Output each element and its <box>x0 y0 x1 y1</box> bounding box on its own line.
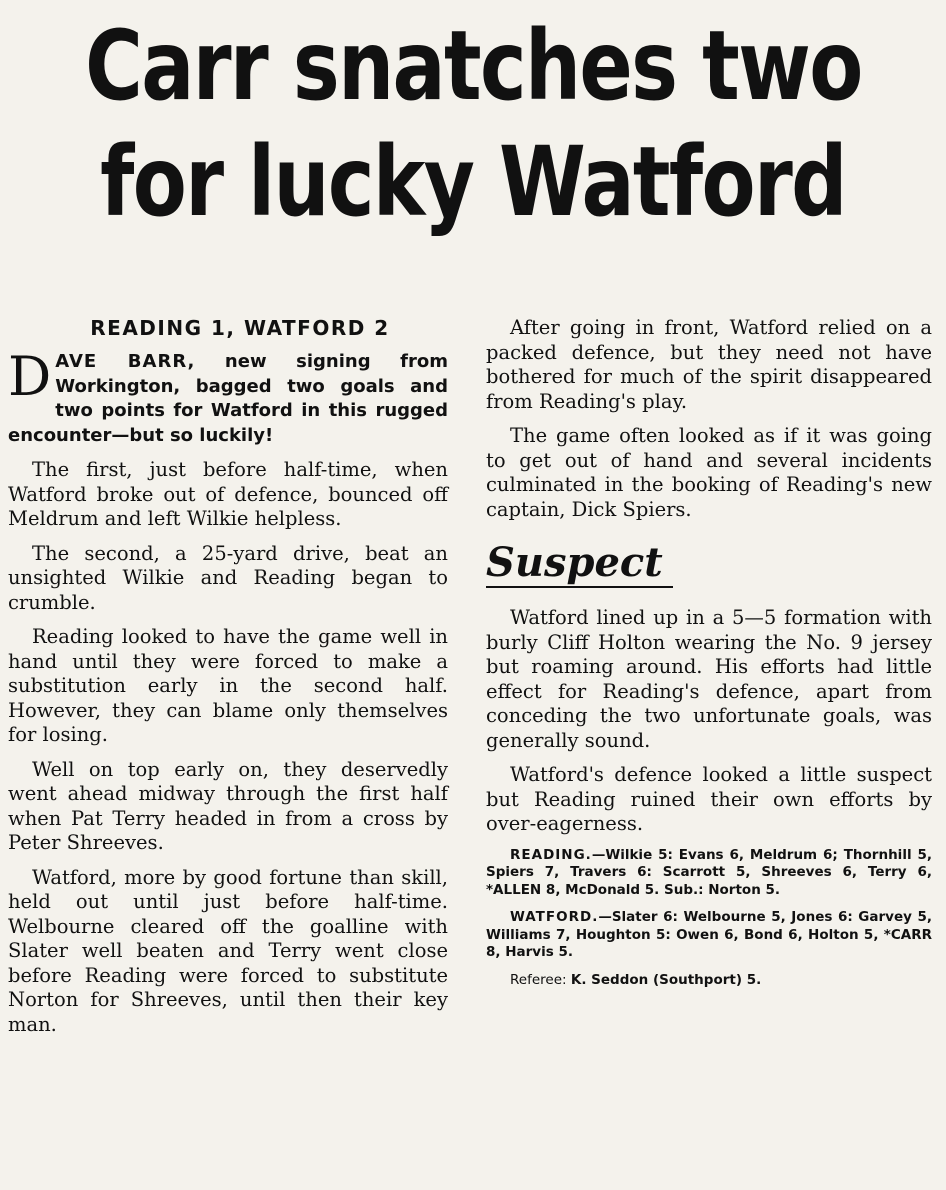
body-paragraph: Reading looked to have the game well in hand until they were forced to make a substitution early in the second half. However, they can blame only themselves for losing. <box>8 625 448 746</box>
left-column <box>8 316 448 1047</box>
body-paragraph: The first, just before half-time, when Watford broke out of defence, bounced off Meldrum and left Wilkie helpless. <box>8 458 448 530</box>
headline-line-1: Carr snatches two <box>85 10 862 122</box>
referee-label: Referee: <box>510 971 567 988</box>
watford-players: —Slater 6: Welbourne 5, Jones 6: Garvey 5, Williams 7, Houghton 5: Owen 6, Bond 6, Holton 5, *CARR 8, Harvis 5. <box>486 909 932 960</box>
body-paragraph: The second, a 25-yard drive, beat an unsighted Wilkie and Reading began to crumble. <box>8 541 448 614</box>
reading-lineup <box>486 847 932 900</box>
body-paragraph: Watford's defence looked a little suspect but Reading ruined their own efforts by over-eagerness. <box>486 763 932 835</box>
score-line: READING 1, WATFORD 2 <box>90 316 390 340</box>
referee-line <box>486 972 932 990</box>
intro-rest: new signing from Workington, bagged two goals and two points for Watford in this rugged encounter—but so luckily! <box>8 351 449 446</box>
headline-line-2: for lucky Watford <box>100 126 846 238</box>
watford-lineup <box>486 909 932 962</box>
reading-label: READING. <box>510 846 592 863</box>
reading-players: —Wilkie 5: Evans 6, Meldrum 6; Thornhill 5, Spiers 7, Travers 6: Scarrott 5, Shreeves 6, Terry 6, *ALLEN 8, McDonald 5. Sub.: Norton 5. <box>486 846 932 898</box>
body-paragraph: Watford, more by good fortune than skill, held out until just before half-time. Welbourne cleared off the goalline with Slater well beaten and Terry went close before Reading were forced to substitute Norton for Shreeves, until then their key man. <box>8 865 448 1036</box>
body-paragraph: Well on top early on, they deservedly went ahead midway through the first half when Pat Terry headed in from a cross by Peter Shreeves. <box>8 757 448 854</box>
watford-label: WATFORD. <box>510 909 599 925</box>
subheading: Suspect <box>486 540 673 588</box>
intro-lead: AVE BARR, <box>55 351 196 372</box>
drop-cap: D <box>8 345 52 408</box>
referee-name: K. Seddon (Southport) 5. <box>570 971 762 988</box>
headline <box>85 8 861 240</box>
body-paragraph: After going in front, Watford relied on a packed defence, but they need not have bothered for much of the spirit disappeared from Reading's play. <box>486 316 932 413</box>
right-column <box>486 316 932 999</box>
intro-paragraph <box>8 345 449 448</box>
body-paragraph: The game often looked as if it was going to get out of hand and several incidents culminated in the booking of Reading's new captain, Dick Spiers. <box>486 424 932 521</box>
body-paragraph: Watford lined up in a 5—5 formation with burly Cliff Holton wearing the No. 9 jersey but roaming around. His efforts had little effect for Reading's defence, apart from conceding the two unfortunate goals, was generally sound. <box>486 606 932 752</box>
